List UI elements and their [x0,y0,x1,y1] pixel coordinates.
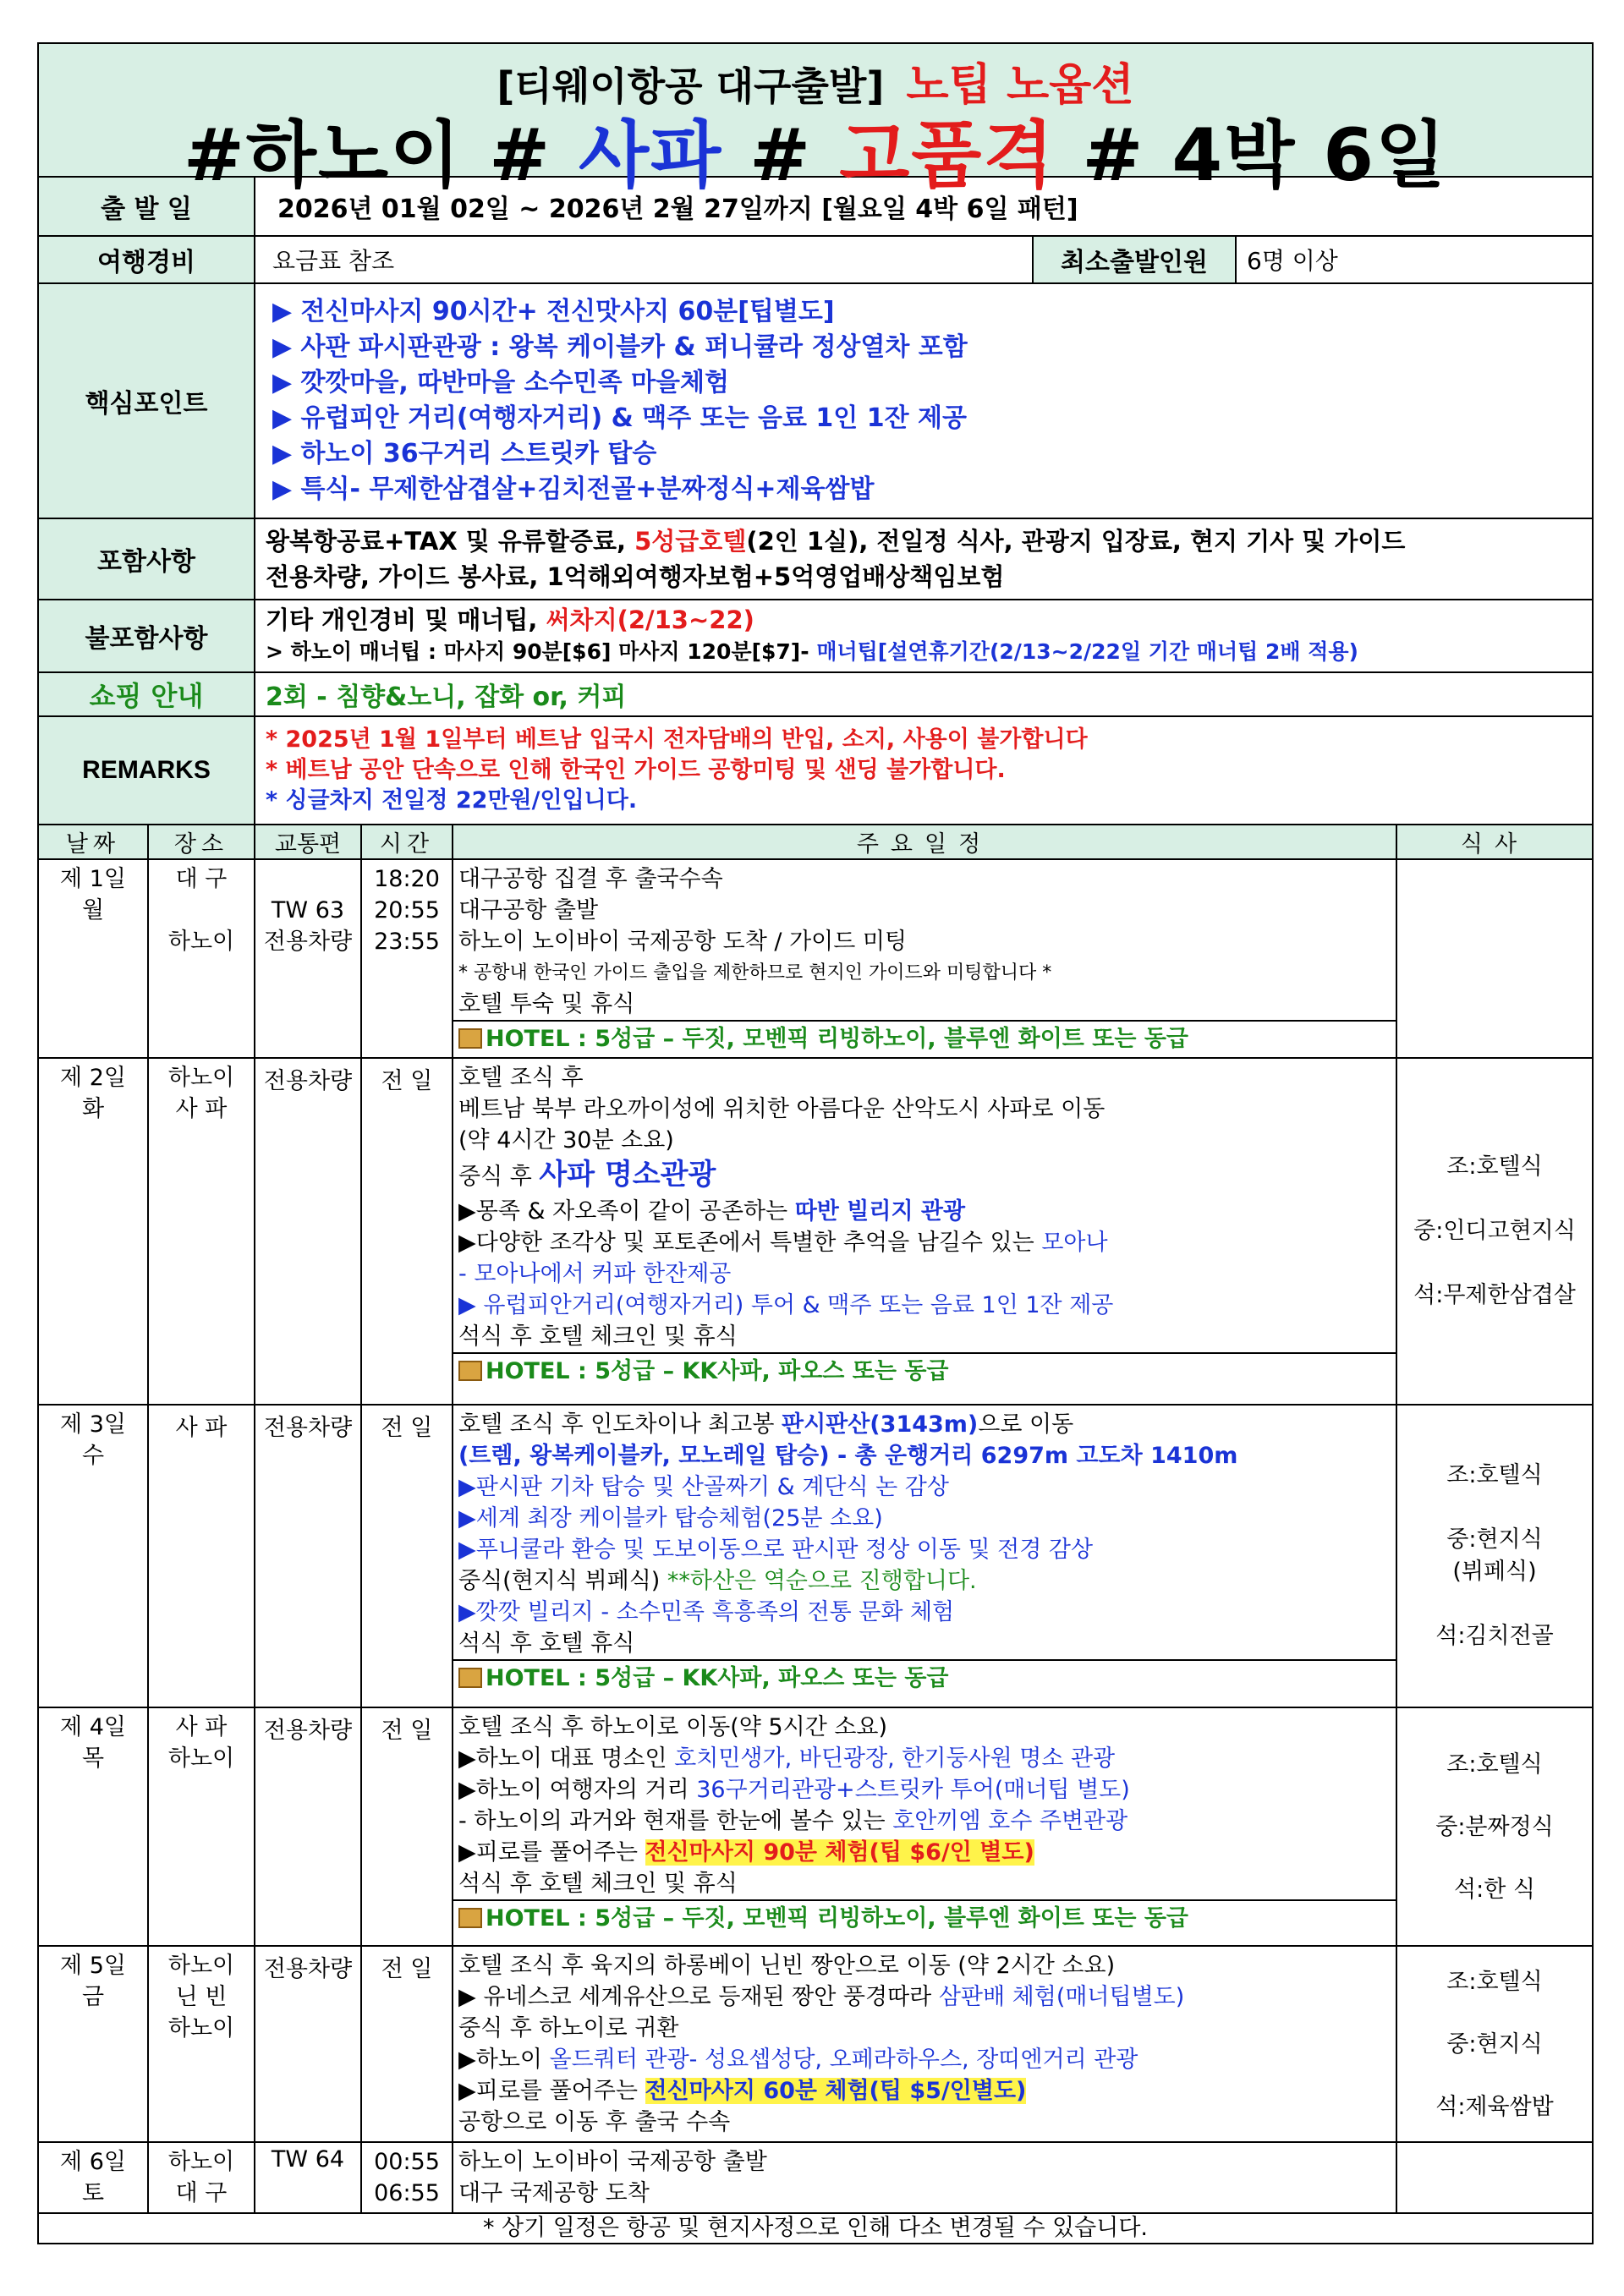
excluded-value: 기타 개인경비 및 매너팁, 써차지(2/13~22) > 하노이 매너팁 : 마사지 90분[$6] 마사지 120분[$7]- 매너팁[설연휴기간(2/13~2/22일 기간 매너팁 2배 적용) [255,600,1593,672]
key-point: ▶ 전신마사지 90시간+ 전신맛사지 60분[팁별도] [272,297,835,326]
cost-value: 요금표 참조 [255,236,1033,283]
itinerary-document [37,42,1594,2244]
key-point: ▶ 깟깟마을, 따반마을 소수민족 마을체험 [272,368,729,397]
col-header-meals: 식사 [1396,825,1593,859]
hotel-line: HOTEL : 5성급 – 두짓, 모벤픽 리빙하노이, 블루엔 화이트 또는 동급 [453,1020,1396,1057]
day-transport: TW 64 [255,2142,361,2213]
day-time: 00:55 06:55 [361,2142,453,2213]
remark-item: * 베트남 공안 단속으로 인해 한국인 가이드 공항미팅 및 샌딩 불가합니다. [266,757,1006,783]
day-place: 대 구 하노이 [148,859,255,1058]
key-point: ▶ 하노이 36구거리 스트릿카 탑승 [272,439,657,469]
day-time: 전 일 [361,1058,453,1405]
itinerary-header-row [38,825,1593,859]
day-date: 제 4일 목 [38,1707,148,1946]
day-date: 제 2일 화 [38,1058,148,1405]
day-schedule: 호텔 조식 후 인도차이나 최고봉 판시판산(3143m)으로 이동 (트렘, 왕복케이블카, 모노레일 탑승) - 총 운행거리 6297m 고도차 1410m ▶판시판 기차 탑승 및 산골짜기 & 계단식 논 감상 ▶세계 최장 케이블카 탑승체험(25분 소요) ▶푸니쿨라 환승 및 도보이동으로 판시판 정상 이동 및 전경 감상 중식(현지식 뷔페식) **하산은 역순으로 진행합니다. ▶깟깟 빌리지 - 소수민족 흑흥족의 전통 문화 체험 석식 후 호텔 휴식 HOTEL : 5성급 – KK사파, 파오스 또는 동급 [453,1405,1396,1707]
key-point: ▶ 사판 파시판관광 : 왕복 케이블카 & 퍼니큘라 정상열차 포함 [272,332,968,362]
cost-label: 여행경비 [38,236,255,283]
no-tip-badge: 노팁 노옵션 [906,60,1134,111]
col-header-place: 장소 [148,825,255,859]
depart-value: 2026년 01월 02일 ~ 2026년 2월 27일까지 [월요일 4박 6일 패턴] [255,177,1593,236]
day-date: 제 1일 월 [38,859,148,1058]
day-row-3 [38,1405,1593,1707]
hotel-line: HOTEL : 5성급 – KK사파, 파오스 또는 동급 [453,1659,1396,1696]
day-row-2 [38,1058,1593,1405]
day-meals: 조:호텔식 중:인디고현지식 석:무제한삼겹살 [1396,1058,1593,1405]
key-point: ▶ 유럽피안 거리(여행자거리) & 맥주 또는 음료 1인 1잔 제공 [272,403,967,433]
day-time: 전 일 [361,1946,453,2142]
day-place: 하노이 사 파 [148,1058,255,1405]
day-date: 제 5일 금 [38,1946,148,2142]
day-meals: 조:호텔식 중:현지식 (뷔페식) 석:김치전골 [1396,1405,1593,1707]
included-label: 포함사항 [38,518,255,600]
footer-note: * 상기 일정은 항공 및 현지사정으로 인해 다소 변경될 수 있습니다. [38,2213,1593,2244]
day-transport: 전용차량 [255,1707,361,1946]
shopping-label: 쇼핑 안내 [38,672,255,716]
info-table [37,176,1594,825]
day-meals: 조:호텔식 중:현지식 석:제육쌈밥 [1396,1946,1593,2142]
day-row-1 [38,859,1593,1058]
day-transport: 전용차량 [255,1405,361,1707]
col-header-schedule: 주요일정 [453,825,1396,859]
massage-highlight: 전신마사지 60분 체험(팁 $5/인별도) [645,2078,1027,2104]
shopping-value: 2회 - 침향&노니, 잡화 or, 커피 [255,672,1593,716]
holiday-tip-note: 매너팁[설연휴기간(2/13~2/22일 기간 매너팁 2배 적용) [816,639,1358,664]
excluded-label: 불포함사항 [38,600,255,672]
surcharge-note: 써차지(2/13~22) [546,606,754,634]
day-place: 사 파 하노이 [148,1707,255,1946]
day-row-6 [38,2142,1593,2213]
day-place: 하노이 대 구 [148,2142,255,2213]
min-people-value: 6명 이상 [1236,236,1593,283]
day-schedule: 하노이 노이바이 국제공항 출발 대구 국제공항 도착 [453,2142,1396,2213]
day-place: 하노이 닌 빈 하노이 [148,1946,255,2142]
hotel-line: HOTEL : 5성급 – 두짓, 모벤픽 리빙하노이, 블루엔 화이트 또는 동급 [453,1899,1396,1937]
day-schedule: 호텔 조식 후 하노이로 이동(약 5시간 소요) ▶하노이 대표 명소인 호치민생가, 바딘광장, 한기둥사원 명소 관광 ▶하노이 여행자의 거리 36구거리관광+스트릿카 투어(매너팁 별도) - 하노이의 과거와 현재를 한눈에 볼수 있는 호안끼엠 호수 주변관광 ▶피로를 풀어주는 전신마사지 90분 체험(팁 $6/인 별도) 석식 후 호텔 체크인 및 휴식 HOTEL : 5성급 – 두짓, 모벤픽 리빙하노이, 블루엔 화이트 또는 동급 [453,1707,1396,1946]
col-header-date: 날짜 [38,825,148,859]
remarks-list [255,716,1593,825]
document-header [37,42,1594,198]
airline-departure-tag: [티웨이항공 대구출발] [497,63,885,109]
min-people-label: 최소출발인원 [1033,236,1236,283]
day-row-4 [38,1707,1593,1946]
col-header-transport: 교통편 [255,825,361,859]
day-schedule: 호텔 조식 후 육지의 하롱베이 닌빈 짱안으로 이동 (약 2시간 소요) ▶ 유네스코 세계유산으로 등재된 짱안 풍경따라 삼판배 체험(매너팁별도) 중식 후 하노이로 귀환 ▶하노이 올드쿼터 관광- 성요셉성당, 오페라하우스, 장띠엔거리 관광 ▶피로를 풀어주는 전신마사지 60분 체험(팁 $5/인별도) 공항으로 이동 후 출국 수속 [453,1946,1396,2142]
itinerary-table [37,824,1594,2244]
hotel-building-icon [458,1028,482,1049]
key-points-list [255,283,1593,518]
day-time: 18:20 20:55 23:55 [361,859,453,1058]
depart-label: 출 발 일 [38,177,255,236]
day-place: 사 파 [148,1405,255,1707]
day-time: 전 일 [361,1707,453,1946]
day-row-5 [38,1946,1593,2142]
day-meals [1396,859,1593,1058]
day-date: 제 3일 수 [38,1405,148,1707]
remark-item: * 싱글차지 전일정 22만원/인입니다. [266,787,638,814]
document-title: #하노이 # 사파 # 고품격 # 4박 6일 [183,113,1448,198]
hotel-line: HOTEL : 5성급 – KK사파, 파오스 또는 동급 [453,1352,1396,1389]
remarks-label: REMARKS [38,716,255,825]
remark-item: * 2025년 1월 1일부터 베트남 입국시 전자담배의 반입, 소지, 사용이 불가합니다 [266,726,1088,753]
massage-highlight: 전신마사지 90분 체험(팁 $6/인 별도) [645,1839,1034,1866]
hotel-building-icon [458,1908,482,1928]
day-schedule: 호텔 조식 후 베트남 북부 라오까이성에 위치한 아름다운 산악도시 사파로 이동 (약 4시간 30분 소요) 중식 후 사파 명소관광 ▶몽족 & 자오족이 같이 공존하는 따반 빌리지 관광 ▶다양한 조각상 및 포토존에서 특별한 추억을 남길수 있는 모아나 - 모아나에서 커파 한잔제공 ▶ 유럽피안거리(여행자거리) 투어 & 맥주 또는 음료 1인 1잔 제공 석식 후 호텔 체크인 및 휴식 HOTEL : 5성급 – KK사파, 파오스 또는 동급 [453,1058,1396,1405]
day-meals: 조:호텔식 중:분짜정식 석:한 식 [1396,1707,1593,1946]
hotel-building-icon [458,1668,482,1688]
day-date: 제 6일 토 [38,2142,148,2213]
key-point: ▶ 특식- 무제한삼겹살+김치전골+분짜정식+제육쌈밥 [272,474,875,504]
col-header-time: 시간 [361,825,453,859]
day-meals [1396,2142,1593,2213]
day-transport: TW 63 전용차량 [255,859,361,1058]
included-value: 왕복항공료+TAX 및 유류할증료, 5성급호텔(2인 1실), 전일정 식사, 관광지 입장료, 현지 기사 및 가이드 전용차량, 가이드 봉사료, 1억해외여행자보험+5억영업배상책임보험 [255,518,1593,600]
day-time: 전 일 [361,1405,453,1707]
five-star-hotel-note: 5성급호텔 [634,527,747,556]
hotel-building-icon [458,1361,482,1381]
footer-row [38,2213,1593,2244]
day-schedule: 대구공항 집결 후 출국수속 대구공항 출발 하노이 노이바이 국제공항 도착 / 가이드 미팅 * 공항내 한국인 가이드 출입을 제한하므로 현지인 가이드와 미팅합니다 * 호텔 투숙 및 휴식 HOTEL : 5성급 – 두짓, 모벤픽 리빙하노이, 블루엔 화이트 또는 동급 [453,859,1396,1058]
key-points-label: 핵심포인트 [38,283,255,518]
day-transport: 전용차량 [255,1946,361,2142]
day-transport: 전용차량 [255,1058,361,1405]
